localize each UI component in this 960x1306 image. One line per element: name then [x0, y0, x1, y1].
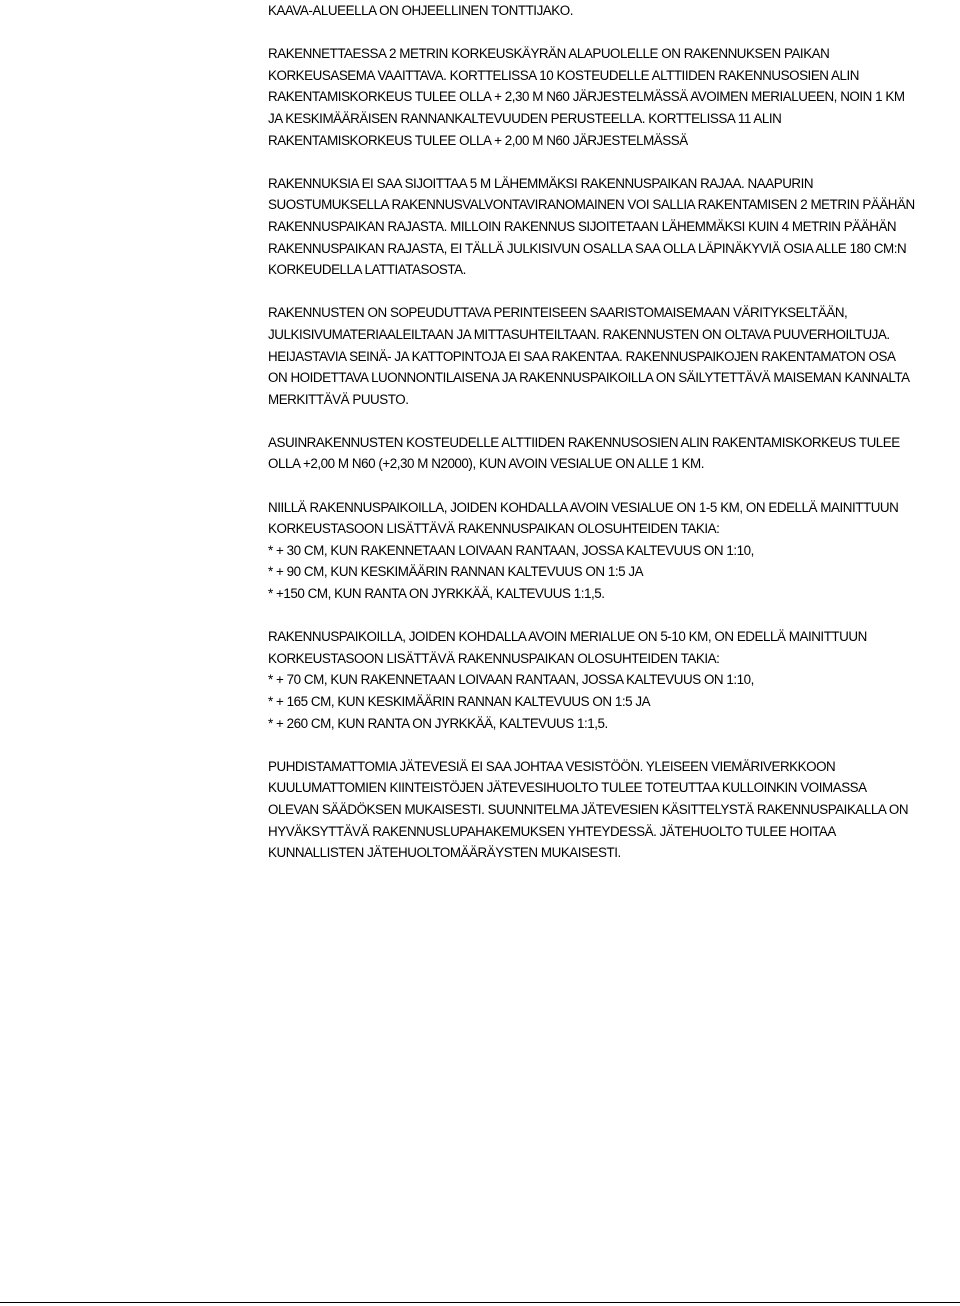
text-line: KORKEUSASEMA VAAITTAVA. KORTTELISSA 10 KOSTEUDELLE ALTTIIDEN RAKENNUSOSIEN ALIN	[268, 67, 860, 83]
text-line: RAKENNUSPAIKAN RAJASTA. MILLOIN RAKENNUS SIJOITETAAN LÄHEMMÄKSI KUIN 4 METRIN PÄÄHÄN	[268, 218, 897, 234]
text-line: NIILLÄ RAKENNUSPAIKOILLA, JOIDEN KOHDALLA AVOIN VESIALUE ON 1-5 KM, ON EDELLÄ MAINITTUUN	[268, 499, 899, 515]
text-line: MERKITTÄVÄ PUUSTO.	[268, 391, 409, 407]
paragraph-gap	[268, 410, 948, 432]
text-line: KORKEUSTASOON LISÄTTÄVÄ RAKENNUSPAIKAN OLOSUHTEIDEN TAKIA:	[268, 521, 720, 537]
paragraph-gap	[268, 151, 948, 173]
paragraph-gap	[268, 281, 948, 303]
text-line: RAKENNUSPAIKOILLA, JOIDEN KOHDALLA AVOIN MERIALUE ON 5-10 KM, ON EDELLÄ MAINITTUUN	[268, 629, 867, 645]
text-line: RAKENNUSPAIKAN RAJASTA, EI TÄLLÄ JULKISIVUN OSALLA SAA OLLA LÄPINÄKYVIÄ OSIA ALLE 180 CM:N	[268, 240, 907, 256]
text-line: SUOSTUMUKSELLA RAKENNUSVALVONTAVIRANOMAINEN VOI SALLIA RAKENTAMISEN 2 METRIN PÄÄHÄN	[268, 197, 915, 213]
paragraph-open-sea-5-10km	[268, 626, 948, 734]
paragraph-wastewater	[268, 756, 948, 864]
text-line: ON HOIDETTAVA LUONNONTILAISENA JA RAKENNUSPAIKOILLA ON SÄILYTETTÄVÄ MAISEMAN KANNALTA	[268, 370, 910, 386]
text-line: HEIJASTAVIA SEINÄ- JA KATTOPINTOJA EI SAA RAKENTAA. RAKENNUSPAIKOJEN RAKENTAMATON OSA	[268, 348, 896, 364]
text-line: JA KESKIMÄÄRÄISEN RANNANKALTEVUUDEN PERUSTEELLA. KORTTELISSA 11 ALIN	[268, 110, 782, 126]
text-line: RAKENNUKSIA EI SAA SIJOITTAA 5 M LÄHEMMÄKSI RAKENNUSPAIKAN RAJAA. NAAPURIN	[268, 175, 814, 191]
page-bottom-rule	[0, 1302, 960, 1303]
list-item: * + 70 CM, KUN RAKENNETAAN LOIVAAN RANTAAN, JOSSA KALTEVUUS ON 1:10,	[268, 672, 754, 688]
paragraph-building-elevation	[268, 43, 948, 151]
paragraph-boundary-distance	[268, 173, 948, 281]
paragraph-gap	[268, 734, 948, 756]
paragraph-residential-elevation	[268, 432, 948, 475]
text-line: RAKENNETTAESSA 2 METRIN KORKEUSKÄYRÄN ALAPUOLELLE ON RAKENNUKSEN PAIKAN	[268, 46, 830, 62]
text-line: RAKENTAMISKORKEUS TULEE OLLA + 2,30 M N60 JÄRJESTELMÄSSÄ AVOIMEN MERIALUEEN, NOIN 1 KM	[268, 89, 905, 105]
list-item: * + 165 CM, KUN KESKIMÄÄRIN RANNAN KALTEVUUS ON 1:5 JA	[268, 694, 651, 709]
paragraph-plot-division	[268, 0, 948, 22]
list-item: * +150 CM, KUN RANTA ON JYRKKÄÄ, KALTEVUUS 1:1,5.	[268, 586, 605, 602]
text-line: KUNNALLISTEN JÄTEHUOLTOMÄÄRÄYSTEN MUKAISESTI.	[268, 845, 621, 861]
text-line: OLLA +2,00 M N60 (+2,30 M N2000), KUN AVOIN VESIALUE ON ALLE 1 KM.	[268, 456, 704, 472]
paragraph-building-appearance	[268, 302, 948, 410]
text-line: JULKISIVUMATERIAALEILTAAN JA MITTASUHTEILTAAN. RAKENNUSTEN ON OLTAVA PUUVERHOILTUJA.	[268, 326, 890, 342]
text-line: KORKEUDELLA LATTIATASOSTA.	[268, 262, 466, 278]
text-line: OLEVAN SÄÄDÖKSEN MUKAISESTI. SUUNNITELMA JÄTEVESIEN KÄSITTELYSTÄ RAKENNUSPAIKALLA ON	[268, 801, 909, 817]
paragraph-gap	[268, 605, 948, 627]
list-item: * + 90 CM, KUN KESKIMÄÄRIN RANNAN KALTEVUUS ON 1:5 JA	[268, 564, 644, 580]
list-item: * + 260 CM, KUN RANTA ON JYRKKÄÄ, KALTEVUUS 1:1,5.	[268, 715, 608, 731]
paragraph-gap	[268, 22, 948, 44]
paragraph-open-water-1-5km	[268, 497, 948, 605]
text-line: KORKEUSTASOON LISÄTTÄVÄ RAKENNUSPAIKAN OLOSUHTEIDEN TAKIA:	[268, 650, 720, 666]
text-line: KAAVA-ALUEELLA ON OHJEELLINEN TONTTIJAKO.	[268, 3, 574, 18]
text-line: PUHDISTAMATTOMIA JÄTEVESIÄ EI SAA JOHTAA VESISTÖÖN. YLEISEEN VIEMÄRIVERKKOON	[268, 758, 836, 774]
paragraph-gap	[268, 475, 948, 497]
text-line: RAKENNUSTEN ON SOPEUDUTTAVA PERINTEISEEN SAARISTOMAISEMAAN VÄRITYKSELTÄÄN,	[268, 305, 848, 321]
text-line: HYVÄKSYTTÄVÄ RAKENNUSLUPAHAKEMUKSEN YHTEYDESSÄ. JÄTEHUOLTO TULEE HOITAA	[268, 823, 836, 839]
text-line: KUULUMATTOMIEN KIINTEISTÖJEN JÄTEVESIHUOLTO TULEE TOTEUTTAA KULLOINKIN VOIMASSA	[268, 780, 867, 796]
list-item: * + 30 CM, KUN RAKENNETAAN LOIVAAN RANTAAN, JOSSA KALTEVUUS ON 1:10,	[268, 542, 754, 558]
text-line: ASUINRAKENNUSTEN KOSTEUDELLE ALTTIIDEN RAKENNUSOSIEN ALIN RAKENTAMISKORKEUS TULEE	[268, 434, 900, 450]
text-line: RAKENTAMISKORKEUS TULEE OLLA + 2,00 M N60 JÄRJESTELMÄSSÄ	[268, 132, 688, 148]
regulation-text-column	[268, 0, 948, 864]
